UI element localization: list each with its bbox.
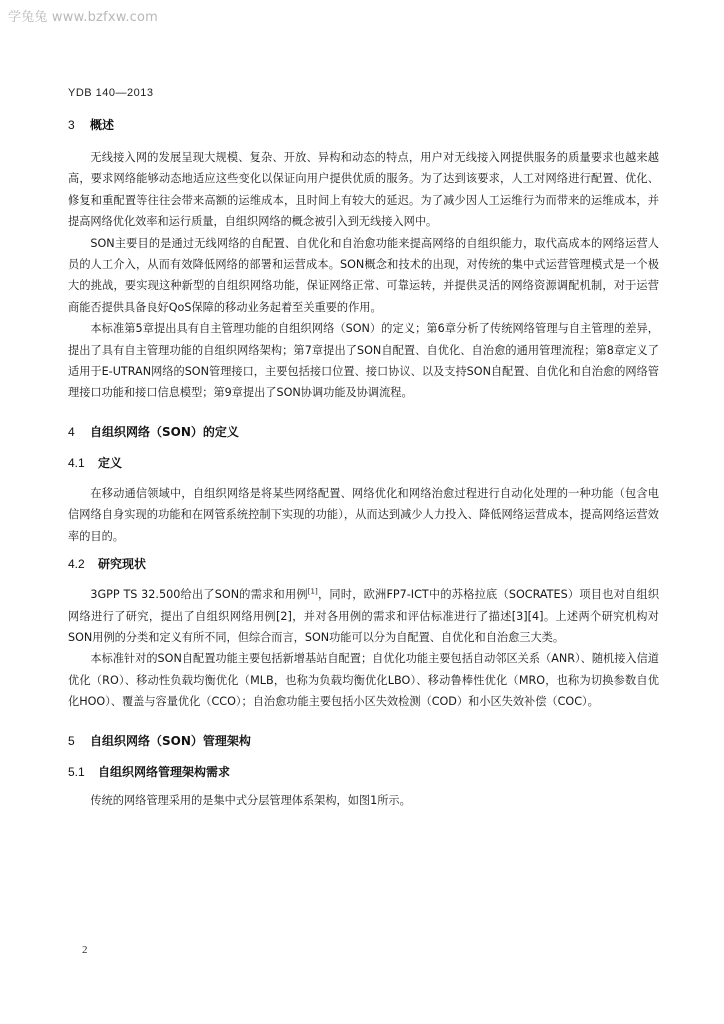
paragraph: 本标准第5章提出具有自主管理功能的自组织网络（SON）的定义；第6章分析了传统网络管理与自主管理的差异，提出了具有自主管理功能的自组织网络架构；第7章提出了SON自配置、自优化、自治愈的通用管理流程；第8章定义了适用于E-UTRAN网络的SON管理接口，主要包括接口位置、接口协议、以及支持SON自配置、自优化和自治愈的网络管理接口功能和接口信息模型；第9章提出了SON协调功能及协调流程。: [68, 322, 659, 400]
citation-reference: [1]: [307, 587, 318, 596]
section-number: 4: [68, 424, 75, 439]
section-4-1: [68, 453, 659, 547]
paragraph: 无线接入网的发展呈现大规模、复杂、开放、异构和动态的特点，用户对无线接入网提供服务的质量要求也越来越高，要求网络能够动态地适应这些变化以保证向用户提供优质的服务。为了达到该要求，人工对网络进行配置、优化、修复和重配置等往往会带来高额的运维成本，且时间上有较大的延迟。为了减少因人工运维行为而带来的运维成本，并提高网络优化效率和运行质量，自组织网络的概念被引入到无线接入网中。: [68, 151, 659, 229]
page-number: 2: [82, 944, 88, 956]
paragraph-text: 3GPP TS 32.500给出了SON的需求和用例: [90, 588, 308, 602]
paragraph-text: ，同时，欧洲FP7-ICT中的苏格拉底（SOCRATES）项目也对自组织网络进行了研究，提出了自组织网络用例[2]，并对各用例的需求和评估标准进行了描述[3][4]。上述两个研究机构对SON用例的分类和定义有所不同，但综合而言，SON功能可以分为自配置、自优化和自治愈三大类。: [68, 588, 660, 644]
paragraph: 传统的网络管理采用的是集中式分层管理体系架构，如图1所示。: [90, 793, 411, 807]
section-title: 自组织网络（SON）的定义: [90, 424, 239, 439]
section-5-heading: [68, 731, 659, 751]
section-title: 自组织网络（SON）管理架构: [90, 733, 251, 748]
section-5-1: [68, 762, 659, 811]
section-number: 5.1: [68, 764, 85, 779]
section-4-1-heading: [68, 453, 659, 473]
paragraph: 在移动通信领域中，自组织网络是将某些网络配置、网络优化和网络治愈过程进行自动化处理的一种功能（包含电信网络自身实现的功能和在网管系统控制下实现的功能），从而达到减少人力投入、降低网络运营成本，提高网络运营效率的目的。: [68, 486, 659, 543]
section-title: 研究现状: [98, 557, 147, 572]
page-content: [68, 112, 659, 811]
section-5: [68, 731, 659, 751]
section-title: 概述: [90, 118, 115, 132]
section-number: 3: [68, 118, 75, 132]
section-number: 4.1: [68, 455, 85, 470]
section-number: 4.2: [68, 557, 85, 572]
paragraph: [68, 584, 659, 648]
section-number: 5: [68, 733, 75, 748]
section-4-2-heading: [68, 554, 659, 574]
section-4-heading: [68, 422, 659, 442]
watermark: 学兔兔 www.bzfxw.com: [8, 10, 159, 25]
paragraph: SON主要目的是通过无线网络的自配置、自优化和自治愈功能来提高网络的自组织能力，取代高成本的网络运营人员的人工介入，从而有效降低网络的部署和运营成本。SON概念和技术的出现，对传统的集中式运营管理模式是一个极大的挑战，要实现这种新型的自组织网络功能，保证网络正常、可靠运转，并提供灵活的网络资源调配机制，对于运营商能否提供具备良好QoS保障的移动业务起着至关重要的作用。: [68, 236, 659, 314]
section-3-heading: [68, 115, 659, 135]
section-3: [68, 115, 659, 404]
section-title: 自组织网络管理架构需求: [98, 764, 231, 779]
section-4: [68, 422, 659, 442]
paragraph: 本标准针对的SON自配置功能主要包括新增基站自配置；自优化功能主要包括自动邻区关系（ANR）、随机接入信道优化（RO）、移动性负载均衡优化（MLB，也称为负载均衡优化LBO）、移动鲁棒性优化（MRO，也称为切换参数自优化HOO）、覆盖与容量优化（CCO）；自治愈功能主要包括小区失效检测（COD）和小区失效补偿（COC）。: [68, 652, 659, 709]
section-title: 定义: [98, 455, 123, 470]
section-4-2: [68, 554, 659, 712]
document-code: YDB 140—2013: [68, 87, 154, 99]
section-5-1-heading: [68, 762, 659, 782]
